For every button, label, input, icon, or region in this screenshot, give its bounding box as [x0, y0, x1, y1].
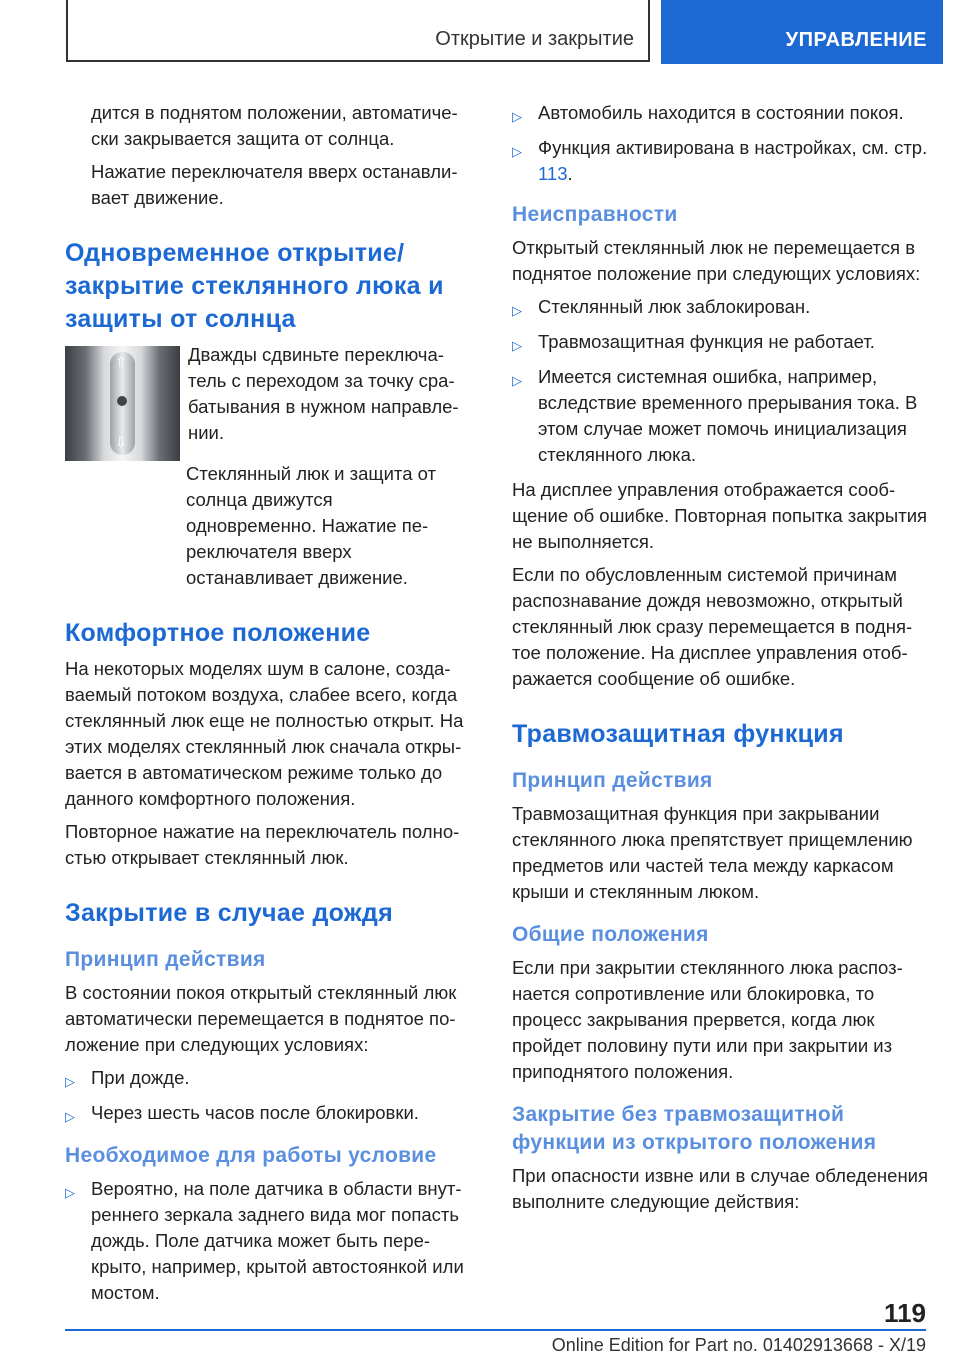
triangle-bullet-icon: ▷: [65, 1074, 75, 1089]
faults-paragraph-2: Если по обусловленным системой причинам распознавание дождя невозможно, открытый стеклянный люк сразу перемещается в поднятое положение. На дисплее управления отображается сообщение об ошибке.: [512, 564, 913, 689]
triangle-bullet-icon: ▷: [65, 1185, 75, 1200]
comfort-paragraph-1: На некоторых моделях шум в салоне, создаваемый потоком воздуха, слабее всего, когда стеклянный люк еще не полностью открыт. На этих моделях стеклянный люк сначала открывается в автоматическом режиме только до данного комфортного положения.: [65, 658, 464, 809]
list-item: ▷ Функция активирована в настройках, см. стр. 113.: [512, 137, 928, 184]
triangle-bullet-icon: ▷: [512, 338, 522, 353]
rain-conditions-list: [65, 1065, 465, 1126]
faults-paragraph-1: На дисплее управления отображается сообщение об ошибке. Повторная попытка закрытия не выполняется.: [512, 479, 928, 552]
switch-image: [65, 346, 180, 461]
heading-simultaneous: Одновременное открытие/ закрытие стеклянного люка и защиты от солнца: [65, 239, 444, 333]
section-tab: [661, 0, 943, 64]
subheading-principle-2: Принцип действия: [512, 769, 713, 792]
arrow-down-icon: ⇩: [115, 434, 127, 450]
subheading-close-without-protection: Закрытие без травмозащитной функции из открытого положения: [512, 1103, 877, 1154]
conditions-list: [65, 1176, 465, 1306]
triangle-bullet-icon: ▷: [512, 303, 522, 318]
list-item: ▷ Имеется системная ошибка, например, вследствие временного прерывания тока. В этом случае может помочь инициализация стеклянного люка.: [512, 366, 918, 465]
switch-figure-block: [65, 342, 465, 461]
faults-intro: Открытый стеклянный люк не перемещается в поднятое положение при следующих условиях:: [512, 237, 921, 284]
edition-footer: Online Edition for Part no. 01402913668 - X/19: [551, 1335, 926, 1355]
chapter-header: [66, 0, 650, 62]
triangle-bullet-icon: ▷: [512, 144, 522, 159]
list-item: ▷ Вероятно, на поле датчика в области внутреннего зеркала заднего вида мог попасть дождь. Поле датчика может быть перекрыто, например, крытой автостоянкой или мостом.: [65, 1178, 464, 1303]
subheading-general: Общие положения: [512, 923, 709, 946]
footer-divider: [65, 1329, 926, 1331]
principle-paragraph: В состоянии покоя открытый стеклянный люк автоматически перемещается в поднятое положение при следующих условиях:: [65, 982, 457, 1055]
arrow-up-icon: ⇧: [115, 354, 127, 370]
heading-comfort: Комфортное положение: [65, 619, 371, 647]
list-item: ▷ При дожде.: [65, 1065, 465, 1091]
chapter-title: Открытие и закрытие: [435, 28, 634, 50]
page-number: 119: [884, 1298, 926, 1328]
close-without-paragraph: При опасности извне или в случае обледенения выполните следующие действия:: [512, 1165, 929, 1212]
triangle-bullet-icon: ▷: [65, 1109, 75, 1124]
triangle-bullet-icon: ▷: [512, 373, 522, 388]
figure-caption-2: [186, 461, 465, 591]
figure-caption-2-text: Стеклянный люк и защита от солнца движутся одновременно. Нажатие переключателя вверх останавливает движение.: [186, 463, 436, 588]
subheading-principle: Принцип действия: [65, 948, 266, 971]
page-reference-link[interactable]: 113: [538, 163, 568, 184]
section-tab-label: УПРАВЛЕНИЕ: [785, 29, 927, 51]
left-column: [65, 100, 465, 1315]
subheading-conditions: Необходимое для работы условие: [65, 1144, 437, 1167]
heading-rain: Закрытие в случае дождя: [65, 899, 393, 927]
list-item: ▷ Стеклянный люк заблокирован.: [512, 294, 928, 320]
list-item: ▷ Автомобиль находится в состоянии покоя.: [512, 100, 928, 126]
list-item: ▷ Через шесть часов после блокировки.: [65, 1100, 465, 1126]
general-paragraph: Если при закрытии стеклянного люка распознается сопротивление или блокировка, то процесс закрывания прервется, когда люк пройдет половину пути или при закрытии из приподнятого положения.: [512, 957, 903, 1082]
right-column: [512, 100, 928, 1222]
switch-button: [117, 396, 127, 406]
intro-paragraph-1: дится в поднятом положении, автоматически закрывается защита от солнца.: [91, 102, 458, 149]
figure-caption-1: Дважды сдвиньте переключатель с переходом за точку срабатывания в нужном направлении.: [188, 344, 459, 443]
subheading-faults: Неисправности: [512, 203, 678, 226]
faults-list: [512, 294, 928, 468]
conditions-list-continued: [512, 100, 928, 187]
heading-antipinch: Травмозащитная функция: [512, 720, 844, 748]
list-item: ▷ Травмозащитная функция не работает.: [512, 329, 928, 355]
comfort-paragraph-2: Повторное нажатие на переключатель полностью открывает стеклянный люк.: [65, 821, 460, 868]
antipinch-principle-paragraph: Травмозащитная функция при закрывании стеклянного люка препятствует прищемлению предметов или частей тела между каркасом крыши и стеклянным люком.: [512, 803, 913, 902]
intro-paragraph-2: Нажатие переключателя вверх останавливает движение.: [91, 161, 458, 208]
triangle-bullet-icon: ▷: [512, 109, 522, 124]
